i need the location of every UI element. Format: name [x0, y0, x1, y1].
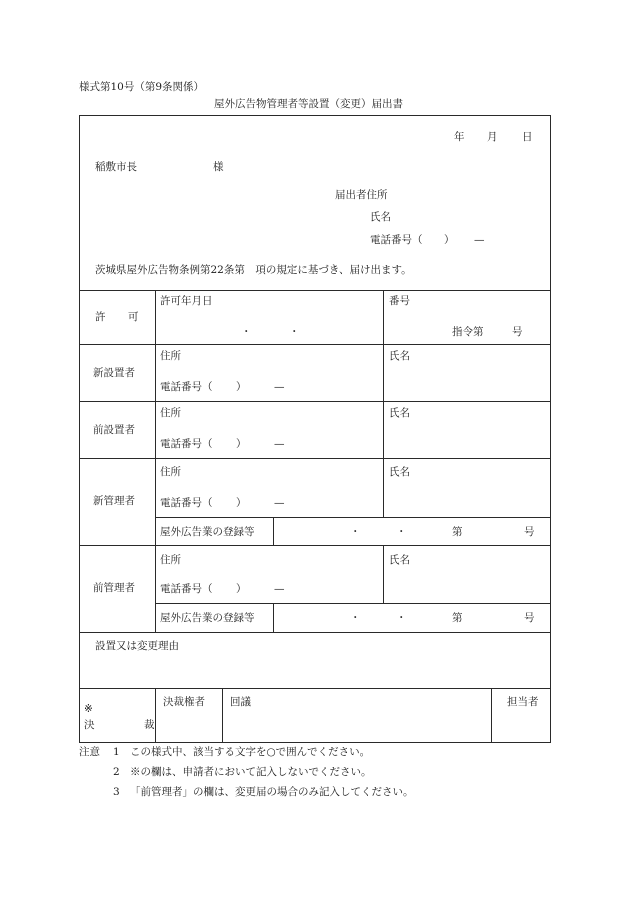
honorific: 様 — [213, 161, 224, 173]
form-number: 様式第10号（第9条関係） — [79, 81, 205, 93]
permit-date-dot-2: ・ — [289, 326, 300, 338]
registration-dot-1: ・ — [350, 612, 361, 624]
note-text: ※の欄は、申請者において記入しないでください。 — [130, 766, 372, 778]
party-phone-close: ） — [236, 497, 247, 509]
party-phone-label: 電話番号（ — [160, 381, 213, 393]
party-address-label: 住所 — [160, 350, 181, 362]
party-name-label: 氏名 — [389, 466, 410, 478]
registration-number-prefix: 第 — [452, 526, 463, 538]
party-phone-label: 電話番号（ — [160, 438, 213, 450]
party-phone-label: 電話番号（ — [160, 583, 213, 595]
permit-date-dot-1: ・ — [241, 326, 252, 338]
addressee: 稲敷市長 — [95, 161, 137, 173]
party-name-label: 氏名 — [389, 554, 410, 566]
registration-number-suffix: 号 — [524, 526, 535, 538]
party-address-label: 住所 — [160, 407, 181, 419]
person-in-charge-label: 担当者 — [507, 696, 539, 708]
decision-label-2: 裁 — [144, 719, 155, 731]
statement: 茨城県屋外広告物条例第22条第 項の規定に基づき、届け出ます。 — [95, 264, 412, 276]
registration-label: 屋外広告業の登録等 — [160, 612, 255, 624]
party-label-new-installer: 新設置者 — [93, 367, 135, 379]
note-text: 「前管理者」の欄は、変更届の場合のみ記入してください。 — [130, 786, 414, 798]
applicant-address-label: 届出者住所 — [335, 189, 388, 201]
date-year-label: 年 — [454, 131, 465, 143]
consultation-label: 回議 — [230, 696, 251, 708]
notes-prefix: 注意 — [79, 746, 100, 758]
date-month-label: 月 — [487, 131, 498, 143]
registration-number-prefix: 第 — [452, 612, 463, 624]
registration-dot-2: ・ — [396, 526, 407, 538]
note-text: この様式中、該当する文字を○で囲んでください。 — [130, 746, 371, 758]
decision-mark: ※ — [84, 703, 93, 715]
party-phone-dash: — — [274, 438, 285, 450]
party-name-label: 氏名 — [389, 350, 410, 362]
note-number: 3 — [113, 786, 120, 798]
party-name-label: 氏名 — [389, 407, 410, 419]
party-phone-label: 電話番号（ — [160, 497, 213, 509]
note-number: 2 — [113, 766, 120, 778]
permit-date-label: 許可年月日 — [160, 295, 213, 307]
reason-label: 設置又は変更理由 — [95, 640, 179, 652]
party-address-label: 住所 — [160, 554, 181, 566]
party-label-former-installer: 前設置者 — [93, 424, 135, 436]
applicant-phone-label: 電話番号（ — [370, 234, 423, 246]
permit-number-suffix: 号 — [512, 326, 523, 338]
registration-label: 屋外広告業の登録等 — [160, 526, 255, 538]
form-title: 屋外広告物管理者等設置（変更）届出書 — [214, 98, 403, 110]
applicant-name-label: 氏名 — [370, 211, 391, 223]
party-label-former-manager: 前管理者 — [93, 582, 135, 594]
party-phone-close: ） — [236, 438, 247, 450]
registration-number-suffix: 号 — [524, 612, 535, 624]
permit-label-2: 可 — [128, 311, 139, 323]
party-address-label: 住所 — [160, 466, 181, 478]
party-phone-dash: — — [274, 583, 285, 595]
party-phone-dash: — — [274, 381, 285, 393]
registration-dot-2: ・ — [396, 612, 407, 624]
date-day-label: 日 — [522, 131, 533, 143]
permit-label-1: 許 — [95, 311, 106, 323]
applicant-phone-close: ） — [444, 234, 455, 246]
party-phone-close: ） — [236, 583, 247, 595]
decision-label-1: 決 — [84, 719, 95, 731]
permit-number-prefix: 指令第 — [452, 326, 484, 338]
party-phone-dash: — — [274, 497, 285, 509]
permit-number-label: 番号 — [389, 295, 410, 307]
note-number: 1 — [113, 746, 120, 758]
registration-dot-1: ・ — [350, 526, 361, 538]
party-label-new-manager: 新管理者 — [93, 495, 135, 507]
party-phone-close: ） — [236, 381, 247, 393]
authority-label: 決裁権者 — [163, 696, 205, 708]
applicant-phone-dash: — — [474, 234, 485, 246]
